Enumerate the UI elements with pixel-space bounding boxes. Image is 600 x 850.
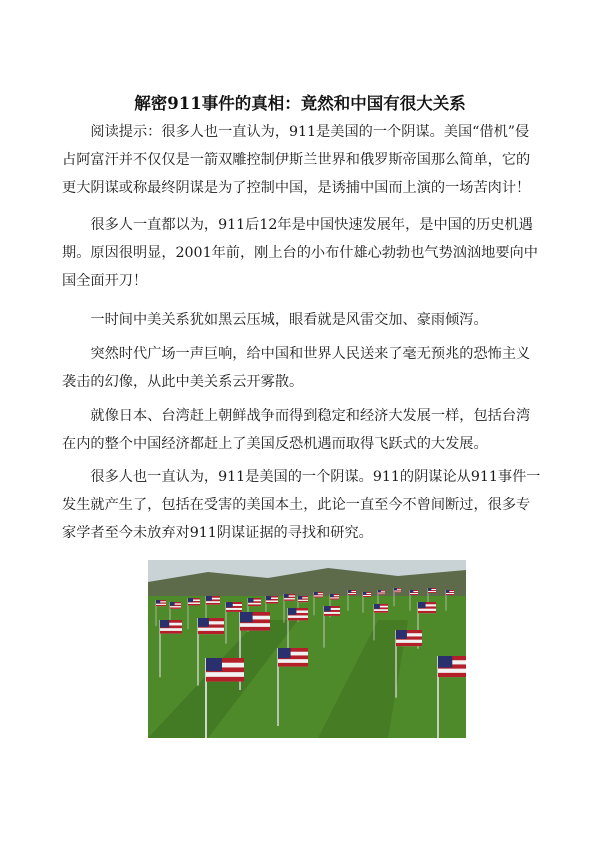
paragraph-line: 袭击的幻像，从此中美关系云开雾散。 xyxy=(62,374,304,390)
us-flag xyxy=(363,592,371,597)
paragraph-line: 很多人也一直认为，911是美国的一个阴谋。911的阴谋论从911事件一 xyxy=(62,469,541,485)
flag-field-photo xyxy=(148,560,466,738)
us-flag xyxy=(206,658,244,682)
us-flag xyxy=(418,602,436,613)
us-flag xyxy=(438,656,466,677)
us-flag xyxy=(324,606,340,616)
us-flag xyxy=(156,600,166,606)
paragraph-line: 一时间中美关系犹如黑云压城，眼看就是风雷交加、豪雨倾泻。 xyxy=(62,312,488,328)
us-flag xyxy=(330,594,339,600)
us-flag xyxy=(288,608,308,620)
us-flag xyxy=(446,590,454,595)
paragraph-5 xyxy=(62,402,542,458)
paragraph-6 xyxy=(62,463,542,547)
flag-field-illustration xyxy=(148,560,466,738)
us-flag xyxy=(240,612,270,631)
us-flag xyxy=(348,590,356,595)
paragraph-line: 占阿富汗并不仅仅是一箭双雕控制伊斯兰世界和俄罗斯帝国那么简单，它的 xyxy=(62,152,531,168)
paragraph-2 xyxy=(62,211,542,295)
us-flag xyxy=(278,648,308,667)
paragraph-line: 就像日本、台湾赶上朝鲜战争而得到稳定和经济大发展一样，包括台湾 xyxy=(62,408,531,424)
us-flag xyxy=(206,596,220,605)
us-flag xyxy=(170,602,181,609)
us-flag xyxy=(314,592,323,598)
us-flag xyxy=(284,594,295,601)
paragraph-3 xyxy=(62,306,542,334)
us-flag xyxy=(396,630,422,646)
article-title: 解密911事件的真相：竟然和中国有很大关系 xyxy=(134,94,466,113)
us-flag xyxy=(266,596,278,603)
paragraph-line: 很多人一直都以为，911后12年是中国快速发展年，是中国的历史机遇 xyxy=(62,217,533,233)
us-flag xyxy=(248,598,261,606)
us-flag xyxy=(394,588,401,592)
paragraph-4 xyxy=(62,340,542,396)
us-flag xyxy=(374,604,388,613)
us-flag xyxy=(198,618,224,634)
us-flag xyxy=(378,590,385,594)
paragraph-line: 在内的整个中国经济都赶上了美国反恐机遇而取得飞跃式的大发展。 xyxy=(62,436,488,452)
paragraph-line: 发生就产生了，包括在受害的美国本土，此论一直至今不曾间断过，很多专 xyxy=(62,497,531,513)
us-flag xyxy=(298,596,308,602)
us-flag xyxy=(428,588,436,593)
us-flag xyxy=(188,598,200,605)
paragraph-line: 家学者至今未放弃对911阴谋证据的寻找和研究。 xyxy=(62,525,373,541)
paragraph-1 xyxy=(62,118,542,202)
paragraph-line: 期。原因很明显，2001年前，刚上台的小布什雄心勃勃也气势汹汹地要向中 xyxy=(62,245,538,261)
us-flag xyxy=(160,620,182,634)
us-flag xyxy=(226,602,242,612)
us-flag xyxy=(410,590,418,595)
paragraph-line: 更大阴谋或称最终阴谋是为了控制中国，是诱捕中国而上演的一场苦肉计！ xyxy=(62,180,531,196)
paragraph-line: 突然时代广场一声巨响，给中国和世界人民送来了毫无预兆的恐怖主义 xyxy=(62,346,531,362)
paragraph-line: 国全面开刀！ xyxy=(62,273,148,289)
paragraph-line: 阅读提示：很多人也一直认为，911是美国的一个阴谋。美国“借机”侵 xyxy=(62,124,530,140)
